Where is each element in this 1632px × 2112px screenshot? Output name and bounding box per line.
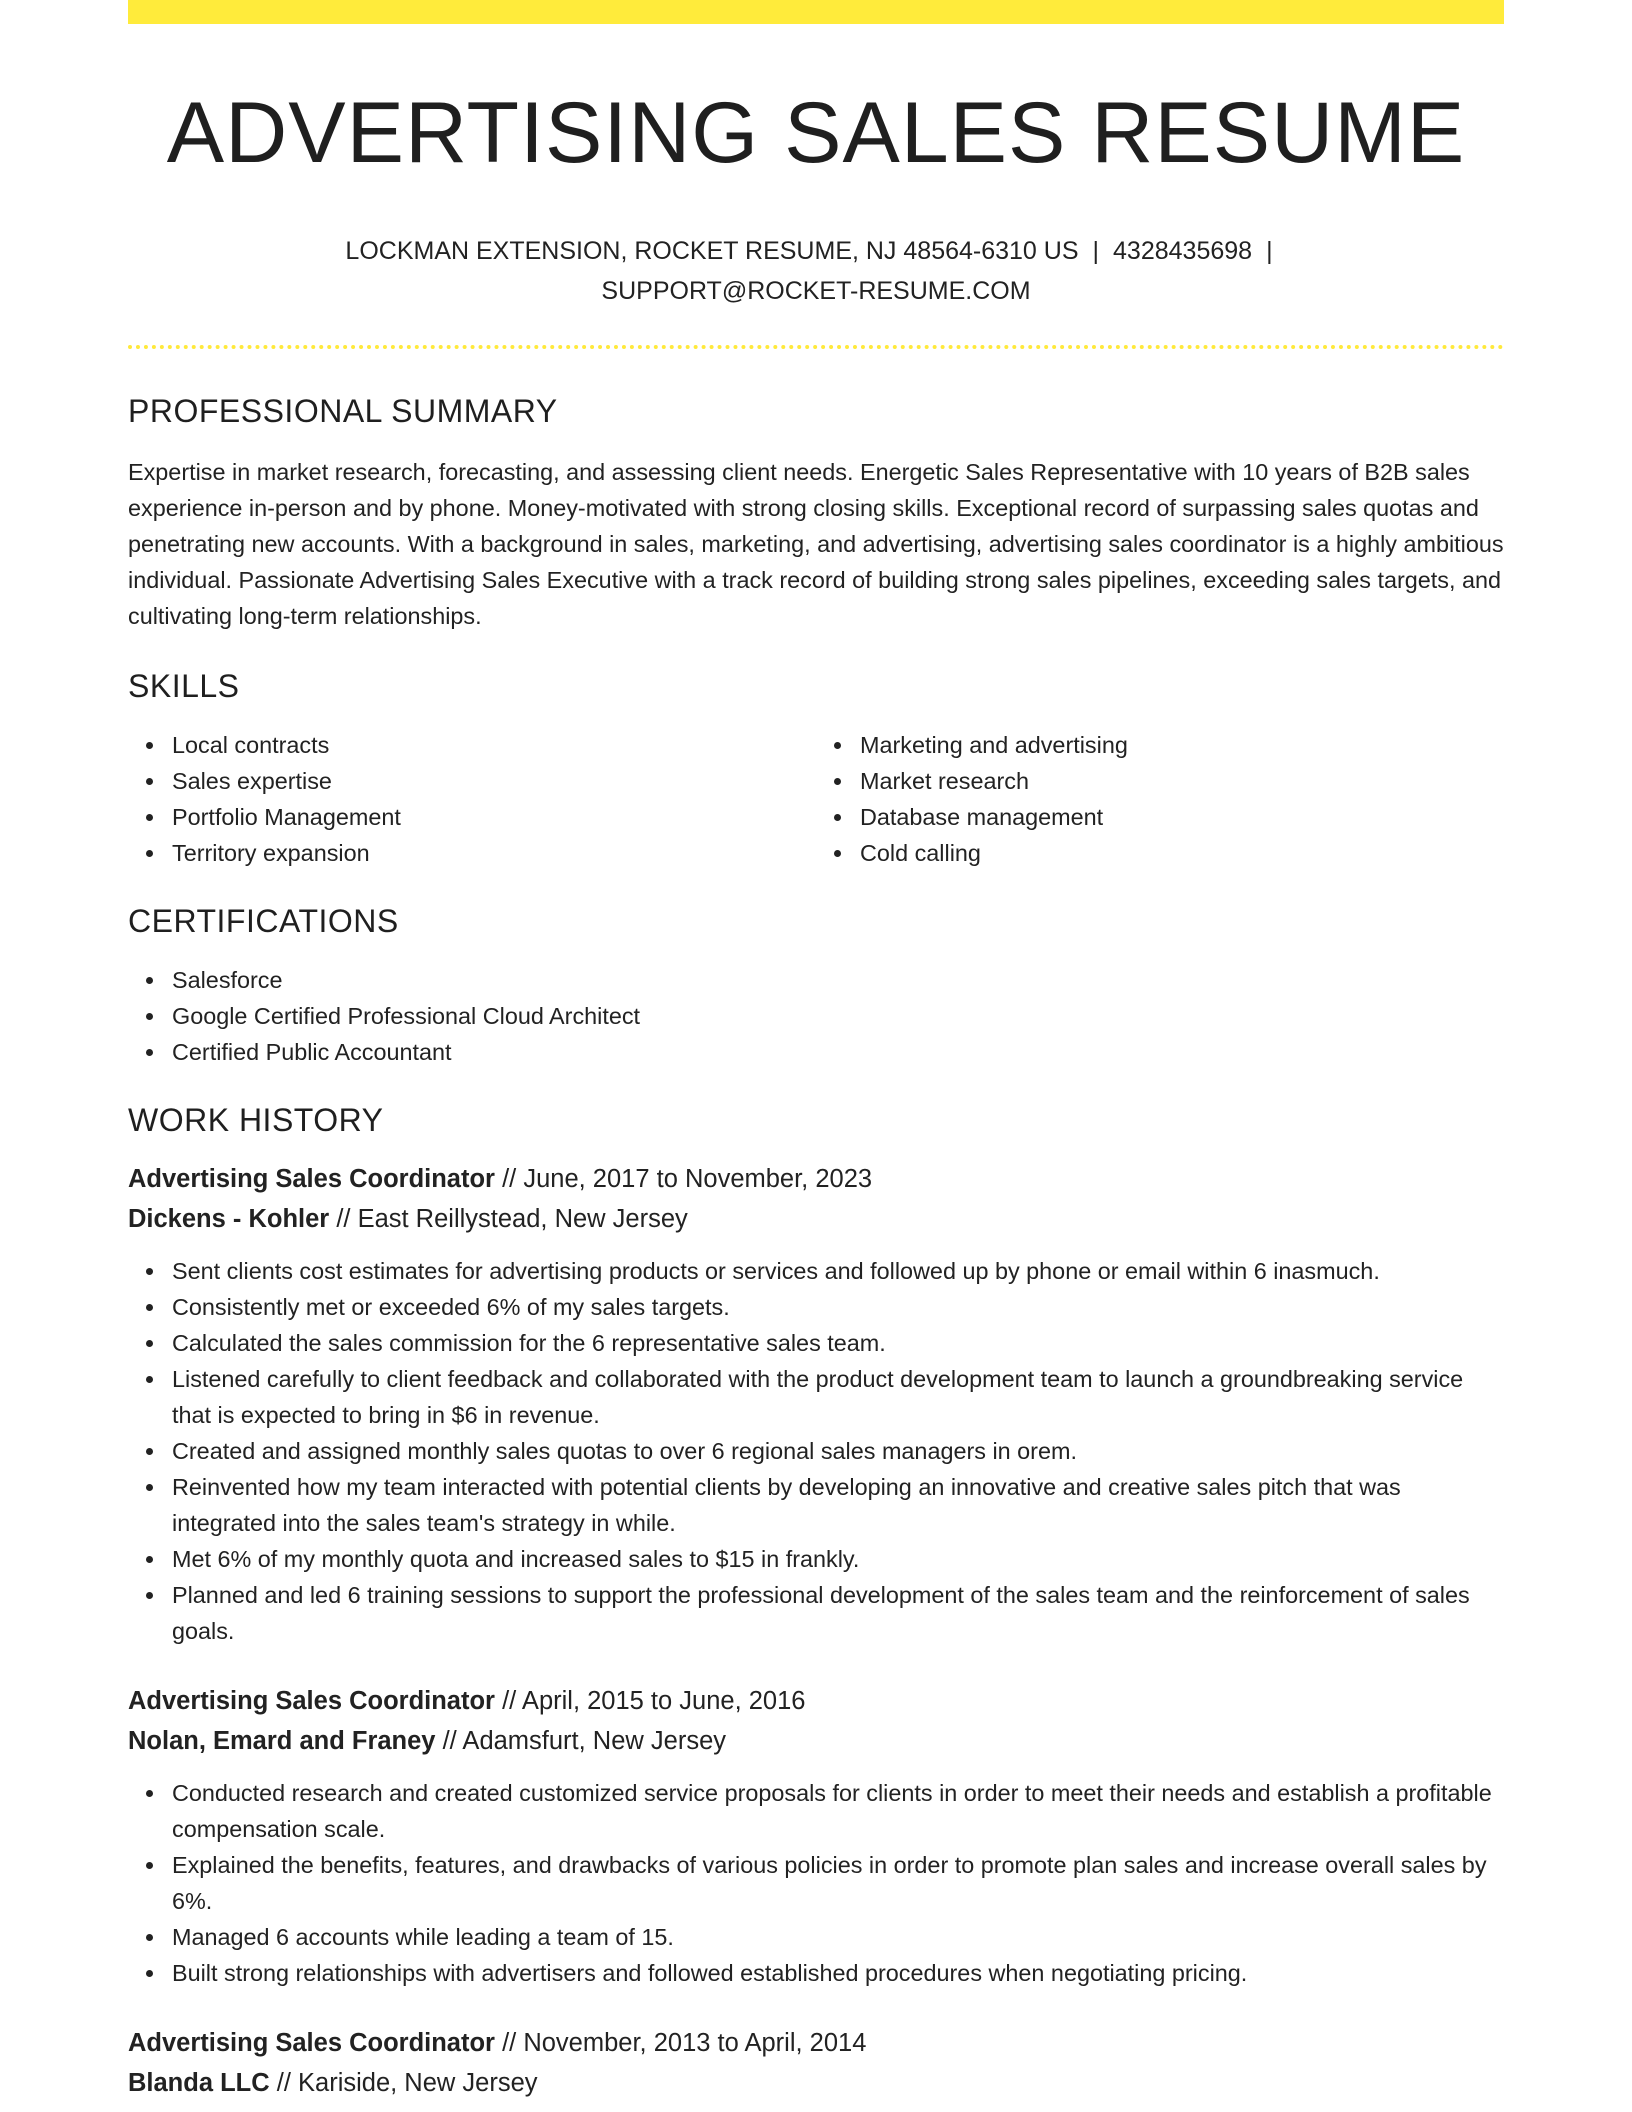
dotted-divider — [128, 345, 1504, 349]
job-company-line — [128, 2063, 1504, 2103]
list-item: Cold calling — [860, 835, 1504, 871]
certifications-list — [128, 962, 1504, 1070]
job-role: Advertising Sales Coordinator — [128, 2028, 495, 2057]
list-item: Market research — [860, 763, 1504, 799]
list-item: Local contracts — [172, 727, 816, 763]
skills-list-left — [128, 727, 816, 871]
skills-heading: SKILLS — [128, 667, 240, 704]
job-dates: // June, 2017 to November, 2023 — [495, 1164, 873, 1193]
resume-title: ADVERTISING SALES RESUME — [166, 85, 1466, 181]
contact-line — [326, 231, 1306, 311]
job-dates: // April, 2015 to June, 2016 — [495, 1686, 806, 1715]
email: SUPPORT@ROCKET-RESUME.COM — [601, 276, 1031, 305]
job-dates: // November, 2013 to April, 2014 — [495, 2028, 867, 2057]
job-company-line — [128, 1721, 1504, 1761]
work-history-heading: WORK HISTORY — [128, 1101, 384, 1138]
list-item: Portfolio Management — [172, 799, 816, 835]
top-accent-bar — [128, 0, 1504, 24]
list-item: Managed 6 accounts while leading a team of 15. — [172, 1919, 1504, 1955]
job-location: // Kariside, New Jersey — [269, 2068, 538, 2097]
job-bullets — [128, 1775, 1504, 1991]
list-item: Reinvented how my team interacted with potential clients by developing an innovative and creative sales pitch that was integrated into the sales team's strategy in while. — [172, 1469, 1504, 1541]
job-title-line — [128, 1159, 1504, 1199]
list-item: Met 6% of my monthly quota and increased sales to $15 in frankly. — [172, 1541, 1504, 1577]
list-item: Salesforce — [172, 962, 1504, 998]
list-item: Created and assigned monthly sales quotas to over 6 regional sales managers in orem. — [172, 1433, 1504, 1469]
resume-page — [128, 0, 1504, 2103]
job-bullets — [128, 1253, 1504, 1649]
job-company-line — [128, 1199, 1504, 1239]
list-item: Consistently met or exceeded 6% of my sales targets. — [172, 1289, 1504, 1325]
contact-separator: | — [1092, 236, 1100, 265]
job-company: Blanda LLC — [128, 2068, 270, 2097]
summary-heading: PROFESSIONAL SUMMARY — [128, 392, 558, 429]
list-item: Calculated the sales commission for the 6 representative sales team. — [172, 1325, 1504, 1361]
list-item: Sales expertise — [172, 763, 816, 799]
list-item: Sent clients cost estimates for advertising products or services and followed up by phone or email within 6 inasmuch. — [172, 1253, 1504, 1289]
list-item: Listened carefully to client feedback and collaborated with the product development team to launch a groundbreaking service that is expected to bring in $6 in revenue. — [172, 1361, 1504, 1433]
list-item: Conducted research and created customized service proposals for clients in order to meet their needs and establish a profitable compensation scale. — [172, 1775, 1504, 1847]
list-item: Planned and led 6 training sessions to support the professional development of the sales team and the reinforcement of sales goals. — [172, 1577, 1504, 1649]
job-role: Advertising Sales Coordinator — [128, 1164, 495, 1193]
address: LOCKMAN EXTENSION, ROCKET RESUME, NJ 48564-6310 US — [345, 236, 1079, 265]
list-item: Territory expansion — [172, 835, 816, 871]
job-company: Nolan, Emard and Franey — [128, 1726, 436, 1755]
summary-text: Expertise in market research, forecasting, and assessing client needs. Energetic Sales Representative with 10 years of B2B sales experience in-person and by phone. Money-motivated with strong closing skills. Exceptional record of surpassing sales quotas and penetrating new accounts. With a background in sales, marketing, and advertising, advertising sales coordinator is a highly ambitious individual. Passionate Advertising Sales Executive with a track record of building strong sales pipelines, exceeding sales targets, and cultivating long-term relationships. — [128, 458, 1504, 629]
job-company: Dickens - Kohler — [128, 1204, 330, 1233]
list-item: Built strong relationships with advertisers and followed established procedures when negotiating pricing. — [172, 1955, 1504, 1991]
certifications-heading: CERTIFICATIONS — [128, 902, 399, 939]
contact-separator: | — [1266, 236, 1273, 265]
job-role: Advertising Sales Coordinator — [128, 1686, 495, 1715]
list-item: Marketing and advertising — [860, 727, 1504, 763]
list-item: Database management — [860, 799, 1504, 835]
list-item: Certified Public Accountant — [172, 1034, 1504, 1070]
job-location: // Adamsfurt, New Jersey — [435, 1726, 727, 1755]
job-location: // East Reillystead, New Jersey — [329, 1204, 688, 1233]
list-item: Google Certified Professional Cloud Architect — [172, 998, 1504, 1034]
job-title-line — [128, 1681, 1504, 1721]
phone: 4328435698 — [1113, 236, 1253, 265]
skills-columns — [128, 727, 1504, 871]
job-title-line — [128, 2023, 1504, 2063]
skills-list-right — [816, 727, 1504, 871]
list-item: Explained the benefits, features, and drawbacks of various policies in order to promote plan sales and increase overall sales by 6%. — [172, 1847, 1504, 1919]
